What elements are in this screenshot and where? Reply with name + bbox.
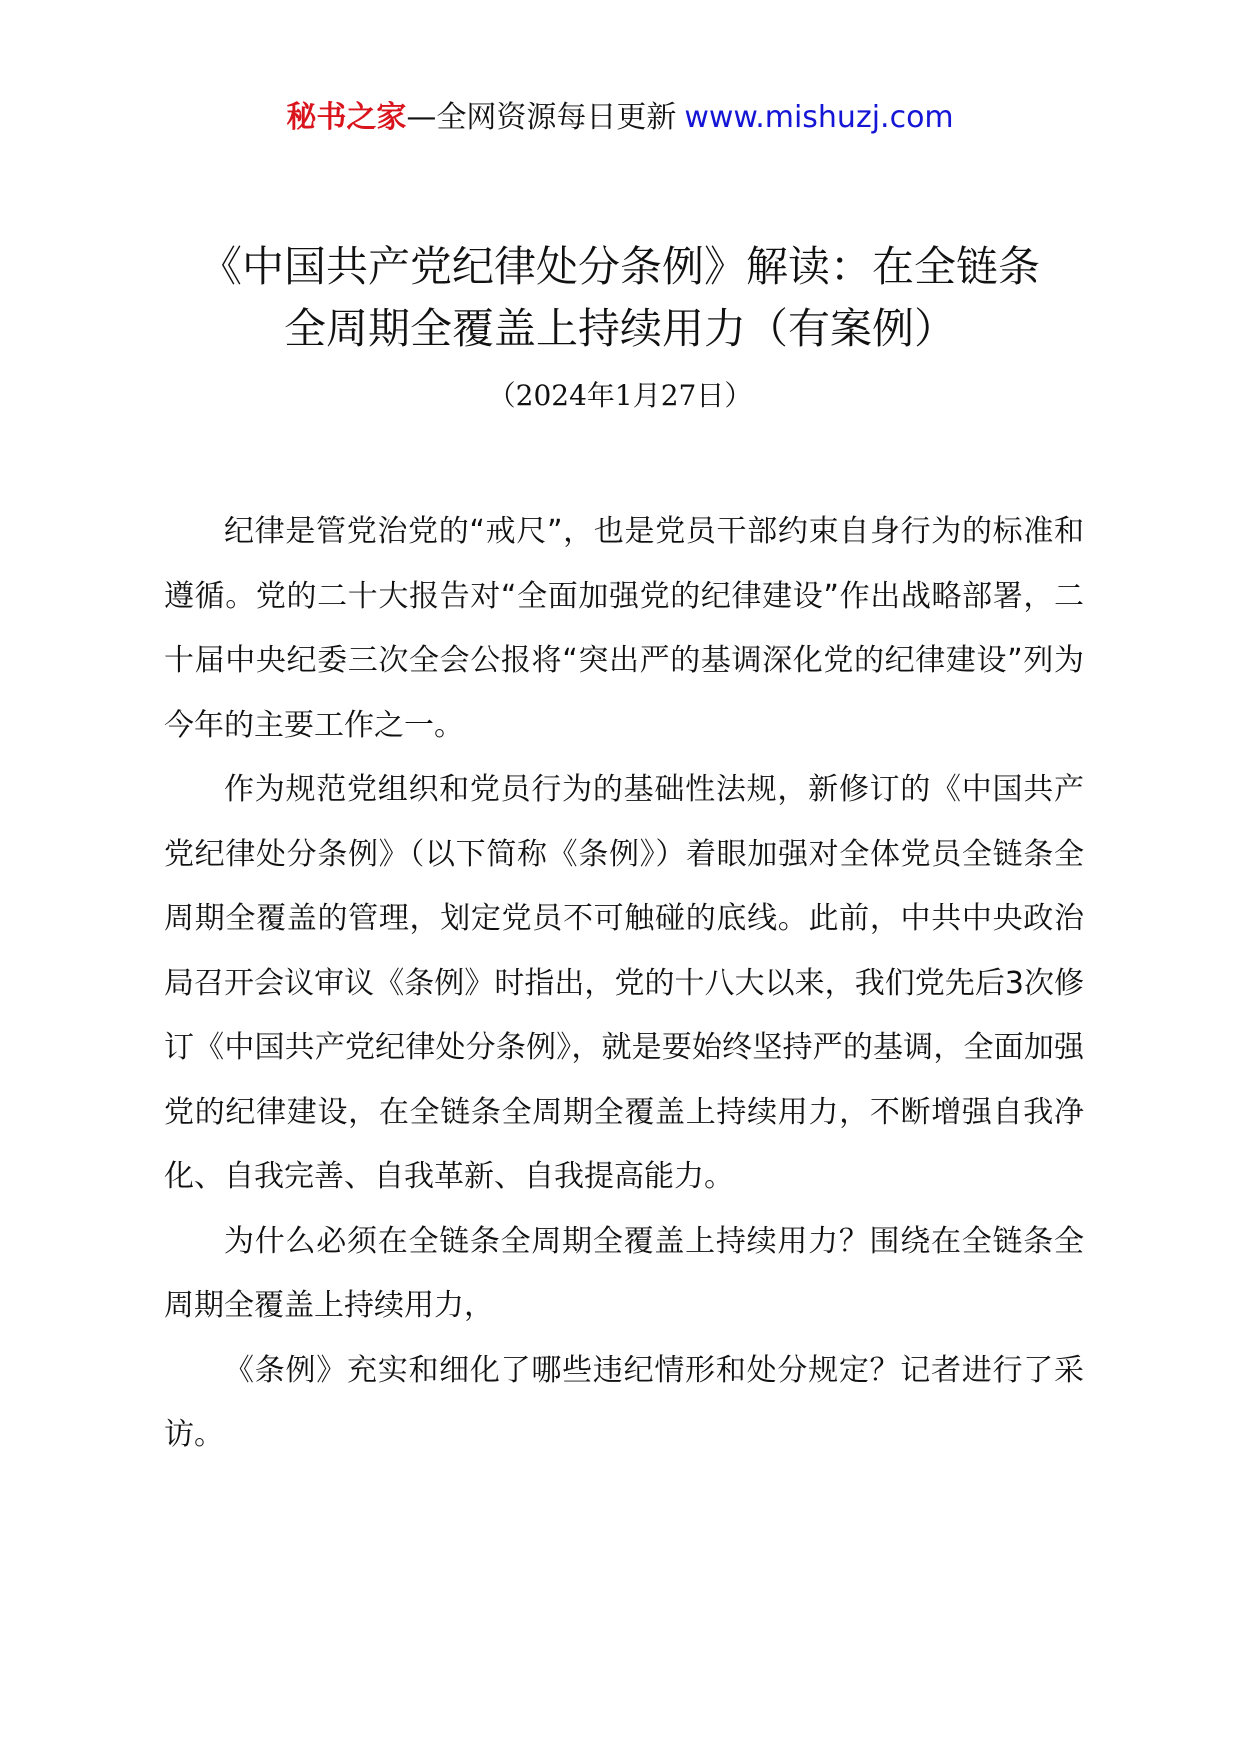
title-line-1: 《中国共产党纪律处分条例》解读：在全链条: [199, 242, 1040, 291]
brand-name: 秘书之家: [286, 100, 407, 135]
site-header: [0, 98, 1240, 138]
paragraph: 为什么必须在全链条全周期全覆盖上持续用力？围绕在全链条全周期全覆盖上持续用力，: [164, 1223, 1084, 1323]
site-url-link[interactable]: www.mishuzj.com: [684, 100, 954, 135]
title-line-2: 全周期全覆盖上持续用力（有案例）: [283, 304, 956, 353]
paragraph: 《条例》充实和细化了哪些违纪情形和处分规定？记者进行了采访。: [164, 1352, 1084, 1452]
paragraph: 作为规范党组织和党员行为的基础性法规，新修订的《中国共产党纪律处分条例》（以下简称《条例》）着眼加强对全体党员全链条全周期全覆盖的管理，划定党员不可触碰的底线。此前，中共中央政治局召开会议审议《条例》时指出，党的十八大以来，我们党先后3次修订《中国共产党纪律处分条例》，就是要始终坚持严的基调，全面加强党的纪律建设，在全链条全周期全覆盖上持续用力，不断增强自我净化、自我完善、自我革新、自我提高能力。: [164, 772, 1084, 1194]
document-body: [164, 500, 1084, 1468]
document-date: （2024年1月27日）: [487, 379, 753, 412]
document-title: [120, 236, 1120, 360]
paragraph: 纪律是管党治党的“戒尺”，也是党员干部约束自身行为的标准和遵循。党的二十大报告对“全面加强党的纪律建设”作出战略部署，二十届中央纪委三次全会公报将“突出严的基调深化党的纪律建设”列为今年的主要工作之一。: [164, 514, 1084, 743]
header-tagline: —全网资源每日更新: [406, 100, 677, 135]
